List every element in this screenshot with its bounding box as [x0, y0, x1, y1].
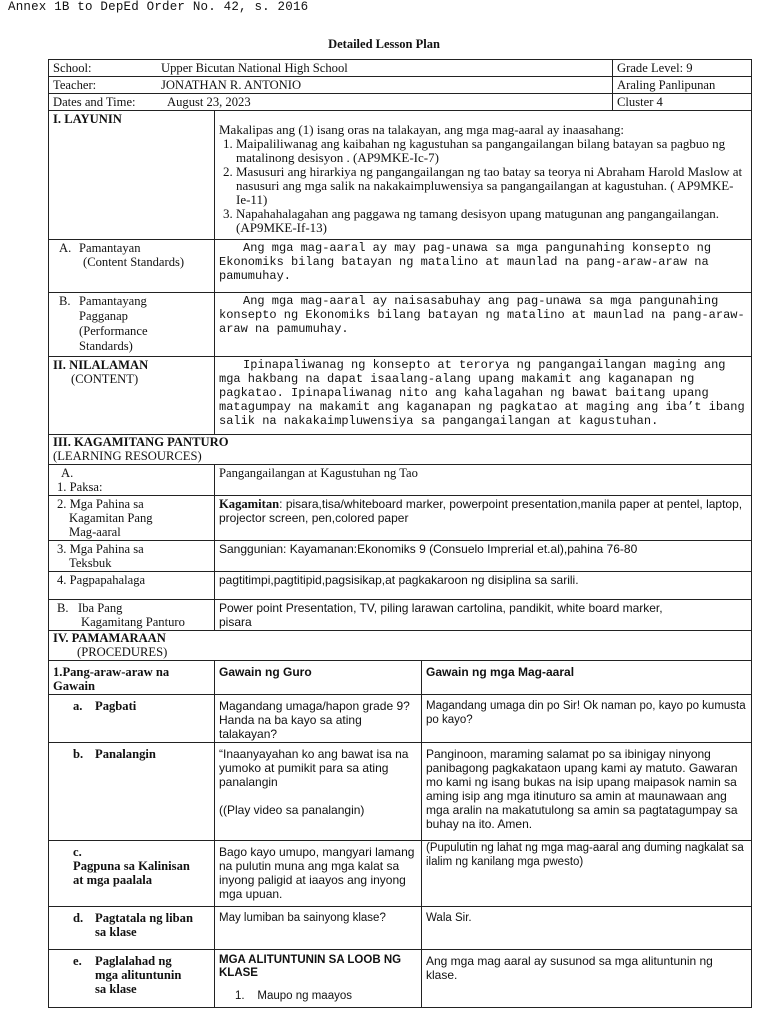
- guro-note: ((Play video sa panalangin): [219, 803, 365, 817]
- procedure-letter: d.: [73, 911, 84, 925]
- guro-cell: Bago kayo umupo, mangyari lamang na pulutin muna ang mga kalat sa inyong paligid at iaayos ang inyong mga upuan.: [215, 841, 422, 907]
- label-line: (Performance: [79, 324, 148, 338]
- iba-pang-row: [49, 600, 752, 631]
- annex-reference: Annex 1B to DepEd Order No. 42, s. 2016: [8, 0, 309, 14]
- nilalaman-text: Ipinapaliwanag ng konsepto at terorya ng pangangailangan maging ang mga hakbang na dapat isaalang-alang upang makamit ang kaganapan ng pagkatao. Ipinapaliwanag nito ang kahalagahan ng bawat baitang upang matagumpay na makamit ang kaganapan ng pagkatao at maging ang iba’t ibang salik na nakakaimpluwensiya sa pangangailangan at kagustuhan.: [215, 357, 752, 435]
- procedure-label: [49, 743, 215, 841]
- guro-cell: [215, 743, 422, 841]
- performance-standards-label: [49, 293, 215, 357]
- kagamitan-header-row: [49, 435, 752, 465]
- table-row: [49, 695, 752, 743]
- procedure-name: Panalangin: [95, 747, 156, 761]
- table-row: [49, 743, 752, 841]
- procedure-label: [49, 907, 215, 950]
- label-line: Standards): [79, 339, 133, 353]
- label-sub: (Content Standards): [83, 255, 185, 269]
- mag-aaral-cell: Magandang umaga din po Sir! Ok naman po, kayo po kumusta po kayo?: [422, 695, 752, 743]
- procedure-name: Pagtatala ng liban sa klase: [95, 911, 193, 939]
- label-line: Pagganap: [79, 309, 128, 323]
- procedure-label: [49, 841, 215, 907]
- performance-standards-row: [49, 293, 752, 357]
- pamamaraan-heading: IV. PAMAMARAAN: [53, 631, 166, 645]
- label-line: Teksbuk: [69, 556, 112, 570]
- label-line: Pamantayang: [79, 294, 147, 308]
- procedure-col-mag-aaral: Gawain ng mga Mag-aaral: [422, 661, 752, 695]
- kagamitan-guro-row: [49, 496, 752, 541]
- subject: Araling Panlipunan: [613, 77, 752, 94]
- iba-pang-label: [49, 600, 215, 631]
- content-standards-text: Ang mga mag-aaral ay may pag-unawa sa mga pangunahing konsepto ng Ekonomiks bilang batayan ng matalino at maunlad na pang-araw-araw na pamumuhay.: [215, 240, 752, 293]
- dates-cell: [49, 94, 613, 111]
- label-main: Pamantayan: [79, 241, 141, 255]
- pagpapahalaga-label: 4. Pagpapahalaga: [49, 572, 215, 600]
- nilalaman-label: [49, 357, 215, 435]
- nilalaman-row: [49, 357, 752, 435]
- procedure-col-gawain: 1.Pang-araw-araw na Gawain: [49, 661, 215, 695]
- header-row-dates: [49, 94, 752, 111]
- procedure-letter: e.: [73, 954, 82, 968]
- procedure-name: Pagbati: [95, 699, 137, 713]
- iba-pang-text: Power point Presentation, TV, piling larawan cartolina, pandikit, white board marker, pisara: [215, 600, 752, 631]
- layunin-row: [49, 111, 752, 240]
- pagpapahalaga-row: [49, 572, 752, 600]
- mag-aaral-cell: Panginoon, maraming salamat po sa ibinigay ninyong panibagong pagkakataon upang kami ay matuto. Gawaran mo kami ng isang bukas na isip upang maipasok namin sa aming isip ang mga itinuturo sa amin at maunawaan ang mga aralin na makatutulong sa amin sa pagtatagumpay sa buhay na ito. Amen.: [422, 743, 752, 841]
- layunin-heading: I. LAYUNIN: [49, 111, 215, 240]
- layunin-content: [215, 111, 752, 240]
- table-row: [49, 950, 752, 1008]
- objective-item: 2. Masusuri ang hirarkiya ng pangangailangan ng tao batay sa teorya ni Abraham Harold Maslow at nasusuri ang mga salik na nakakaimpluwensiya sa pangangailangan at kagustuhan. ( AP9MKE-Ie-11): [236, 165, 747, 207]
- school-label: School:: [53, 61, 92, 75]
- pamamaraan-header-row: [49, 631, 752, 661]
- objectives-list: [219, 137, 747, 235]
- guro-cell: Magandang umaga/hapon grade 9? Handa na ba kayo sa ating talakayan?: [215, 695, 422, 743]
- guro-cell: [215, 950, 422, 1008]
- kagamitan-guro-label: [49, 496, 215, 541]
- nilalaman-sub: (CONTENT): [71, 372, 139, 386]
- pamamaraan-sub: (PROCEDURES): [77, 645, 168, 659]
- guro-cell: May lumiban ba sainyong klase?: [215, 907, 422, 950]
- teksbuk-label: [49, 541, 215, 572]
- label-line: B. Iba Pang: [57, 601, 123, 615]
- procedure-name: Pagpuna sa Kalinisan at mga paalala: [73, 859, 190, 887]
- lesson-plan-table: [48, 59, 752, 1008]
- label-letter: A.: [59, 241, 72, 255]
- procedure-label: [49, 695, 215, 743]
- teacher-name: JONATHAN R. ANTONIO: [161, 78, 302, 92]
- performance-standards-text: Ang mga mag-aaral ay naisasabuhay ang pag-unawa sa mga pangunahing konsepto ng Ekonomiks bilang batayan ng matalino at maunlad na pang-araw-araw na pamumuhay.: [215, 293, 752, 357]
- label-letter: B.: [59, 294, 71, 308]
- table-row: [49, 841, 752, 907]
- cluster: Cluster 4: [613, 94, 752, 111]
- procedure-name: Paglalahad ng mga alituntunin sa klase: [95, 954, 182, 996]
- objective-item: 3. Napahahalagahan ang paggawa ng tamang desisyon upang matugunan ang pangangailangan. (AP9MKE-If-13): [236, 207, 747, 235]
- pagpapahalaga-text: pagtitimpi,pagtitipid,pagsisikap,at pagkakaroon ng disiplina sa sarili.: [215, 572, 752, 600]
- procedure-letter: a.: [73, 699, 83, 713]
- teksbuk-text: Sanggunian: Kayamanan:Ekonomiks 9 (Consuelo Imprerial et.al),pahina 76-80: [215, 541, 752, 572]
- header-row-school: [49, 60, 752, 77]
- guro-text: “Inaanyayahan ko ang bawat isa na yumoko at pumikit para sa ating panalangin: [219, 747, 409, 789]
- kagamitan-bold: Kagamitan: [219, 497, 280, 511]
- kagamitan-guro-text: [215, 496, 752, 541]
- procedure-column-headers: [49, 661, 752, 695]
- label-paksa: 1. Paksa:: [57, 480, 103, 494]
- teacher-cell: [49, 77, 613, 94]
- school-name: Upper Bicutan National High School: [161, 61, 348, 75]
- content-standards-row: [49, 240, 752, 293]
- mag-aaral-cell: Wala Sir.: [422, 907, 752, 950]
- layunin-intro: Makalipas ang (1) isang oras na talakayan, ang mga mag-aaral ay inaasahang:: [219, 122, 624, 137]
- procedure-letter: c.: [73, 845, 82, 859]
- dates-value: August 23, 2023: [167, 95, 251, 109]
- nilalaman-heading: II. NILALAMAN: [53, 358, 149, 372]
- procedure-label: [49, 950, 215, 1008]
- grade-level: Grade Level: 9: [613, 60, 752, 77]
- label-letter: A.: [61, 466, 74, 480]
- table-row: [49, 907, 752, 950]
- procedure-col-guro: Gawain ng Guro: [215, 661, 422, 695]
- kagamitan-list: : pisara,tisa/whiteboard marker, powerpoint presentation,manila paper at pentel, laptop, projector screen, pen,colored paper: [219, 497, 743, 525]
- kagamitan-sub: (LEARNING RESOURCES): [53, 449, 202, 463]
- label-line: Mag-aaral: [69, 525, 121, 539]
- label-line: Kagamitan Pang: [69, 511, 153, 525]
- header-row-teacher: [49, 77, 752, 94]
- document-title: Detailed Lesson Plan: [328, 37, 440, 51]
- mag-aaral-cell: Ang mga mag aaral ay susunod sa mga alituntunin ng klase.: [422, 950, 752, 1008]
- paksa-label: [49, 465, 215, 496]
- procedure-letter: b.: [73, 747, 84, 761]
- mag-aaral-cell: (Pupulutin ng lahat ng mga mag-aaral ang duming nagkalat sa ilalim ng kanilang mga pwesto): [422, 841, 752, 907]
- dates-label: Dates and Time:: [53, 95, 136, 109]
- label-line: 3. Mga Pahina sa: [57, 542, 144, 556]
- teksbuk-row: [49, 541, 752, 572]
- objective-item: 1. Maipaliliwanag ang kaibahan ng kagustuhan sa pangangailangan bilang batayan sa pagbuo ng matalinong desisyon . (AP9MKE-Ic-7): [236, 137, 747, 165]
- content-standards-label: [49, 240, 215, 293]
- school-cell: [49, 60, 613, 77]
- label-line: 2. Mga Pahina sa: [57, 497, 144, 511]
- rules-item: 1. Maupo ng maayos: [235, 990, 352, 1002]
- kagamitan-header: [49, 435, 752, 465]
- kagamitan-heading: III. KAGAMITANG PANTURO: [53, 435, 229, 449]
- pamamaraan-header: [49, 631, 752, 661]
- teacher-label: Teacher:: [53, 78, 97, 92]
- paksa-value: Pangangailangan at Kagustuhan ng Tao: [215, 465, 752, 496]
- paksa-row: [49, 465, 752, 496]
- rules-heading: MGA ALITUNTUNIN SA LOOB NG KLASE: [219, 954, 402, 979]
- label-line: Kagamitang Panturo: [81, 615, 185, 629]
